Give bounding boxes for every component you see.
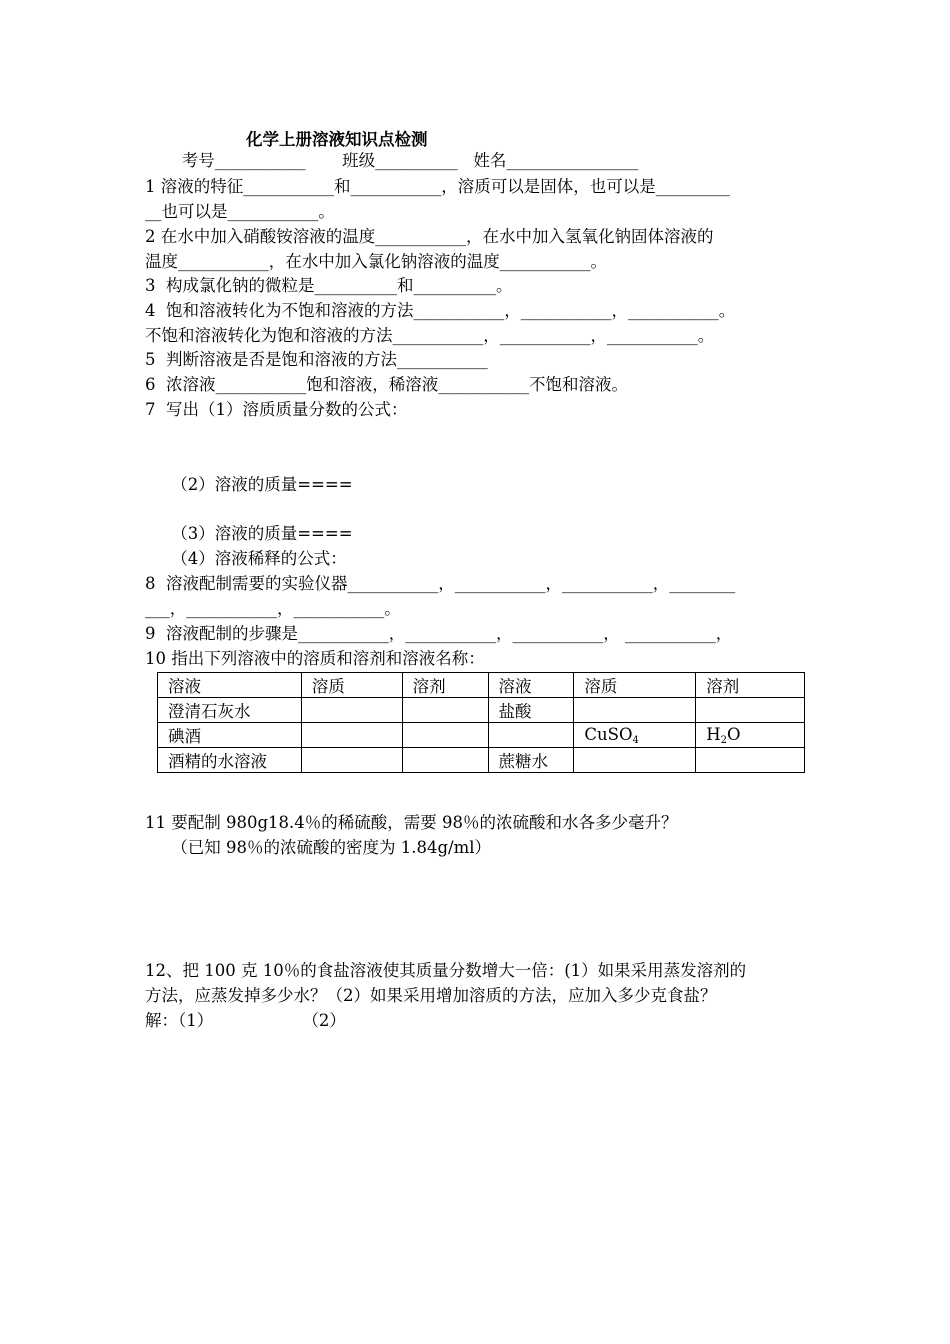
answer-line: 解：（1） （2） [145,1011,346,1030]
question-4-line-2: 不饱和溶液转化为饱和溶液的方法___________，___________，___________。 [145,326,715,345]
table-header-cell: 溶质 [301,673,402,698]
table-cell [488,723,574,748]
question-5: 5 判断溶液是否是饱和溶液的方法___________ [145,350,488,369]
page-title: 化学上册溶液知识点检测 [246,130,428,149]
table-cell [696,698,805,723]
question-4-line-1: 4 饱和溶液转化为不饱和溶液的方法___________，___________，___________。 [145,301,736,320]
table-header-cell: 溶液 [158,673,302,698]
table-cell [402,723,488,748]
table-cell [696,748,805,773]
table-row [158,723,805,748]
table-cell [301,748,402,773]
question-1-line-2: __也可以是___________。 [145,202,335,221]
question-2-line-2: 温度___________，在水中加入氯化钠溶液的温度___________。 [145,252,607,271]
table-cell [301,698,402,723]
table-cell-h2o [696,723,805,748]
table-header-row [158,673,805,698]
table-cell [402,748,488,773]
table-header-cell: 溶剂 [402,673,488,698]
question-6: 6 浓溶液___________饱和溶液，稀溶液___________不饱和溶液。 [145,375,628,394]
table-cell [402,698,488,723]
table-cell: 碘酒 [158,723,302,748]
question-1-line-1: 1 溶液的特征___________和___________，溶质可以是固体，也可以是_________ [145,177,730,196]
question-8-line-1: 8 溶液配制需要的实验仪器___________，___________，___________，________ [145,574,736,593]
question-7-part-2: （2）溶液的质量==== [145,475,353,494]
table-cell [574,698,696,723]
solution-table [157,672,805,773]
table-cell: 盐酸 [488,698,574,723]
question-9: 9 溶液配制的步骤是___________，___________，___________， ___________， [145,624,733,643]
question-7: 7 写出（1）溶质质量分数的公式： [145,400,408,419]
question-3: 3 构成氯化钠的微粒是__________和__________。 [145,276,513,295]
table-row [158,748,805,773]
table-header-cell: 溶剂 [696,673,805,698]
formula-subscript: 2 [720,734,727,746]
table-cell: 酒精的水溶液 [158,748,302,773]
formula-h: H [706,724,721,744]
question-12-line-2: 方法，应蒸发掉多少水？（2）如果采用增加溶质的方法，应加入多少克食盐？ [145,986,717,1005]
table-cell [301,723,402,748]
formula-subscript: 4 [632,734,639,746]
table-cell-cuso4 [574,723,696,748]
table-header-cell: 溶液 [488,673,574,698]
table-cell [574,748,696,773]
question-8-line-2: ___，___________，___________。 [145,599,401,618]
question-11-line-2: （已知 98％的浓硫酸的密度为 1.84g/ml） [145,838,491,857]
table-cell: 蔗糖水 [488,748,574,773]
question-10: 10 指出下列溶液中的溶质和溶剂和溶液名称： [145,649,485,668]
table-header-cell: 溶质 [574,673,696,698]
question-7-part-3: （3）溶液的质量==== [145,524,353,543]
table-row [158,698,805,723]
table-cell: 澄清石灰水 [158,698,302,723]
formula-cuso4: CuSO [584,724,633,744]
question-11-line-1: 11 要配制 980g18.4％的稀硫酸，需要 98％的浓硫酸和水各多少毫升？ [145,813,678,832]
header-info-line: 考号___________ 班级__________ 姓名________________ [145,151,639,170]
formula-o: O [726,724,741,744]
question-12-line-1: 12、把 100 克 10％的食盐溶液使其质量分数增大一倍：(1）如果采用蒸发溶剂的 [145,961,747,980]
question-7-part-4: （4）溶液稀释的公式： [145,549,347,568]
question-2-line-1: 2 在水中加入硝酸铵溶液的温度___________，在水中加入氢氧化钠固体溶液的 [145,227,714,246]
